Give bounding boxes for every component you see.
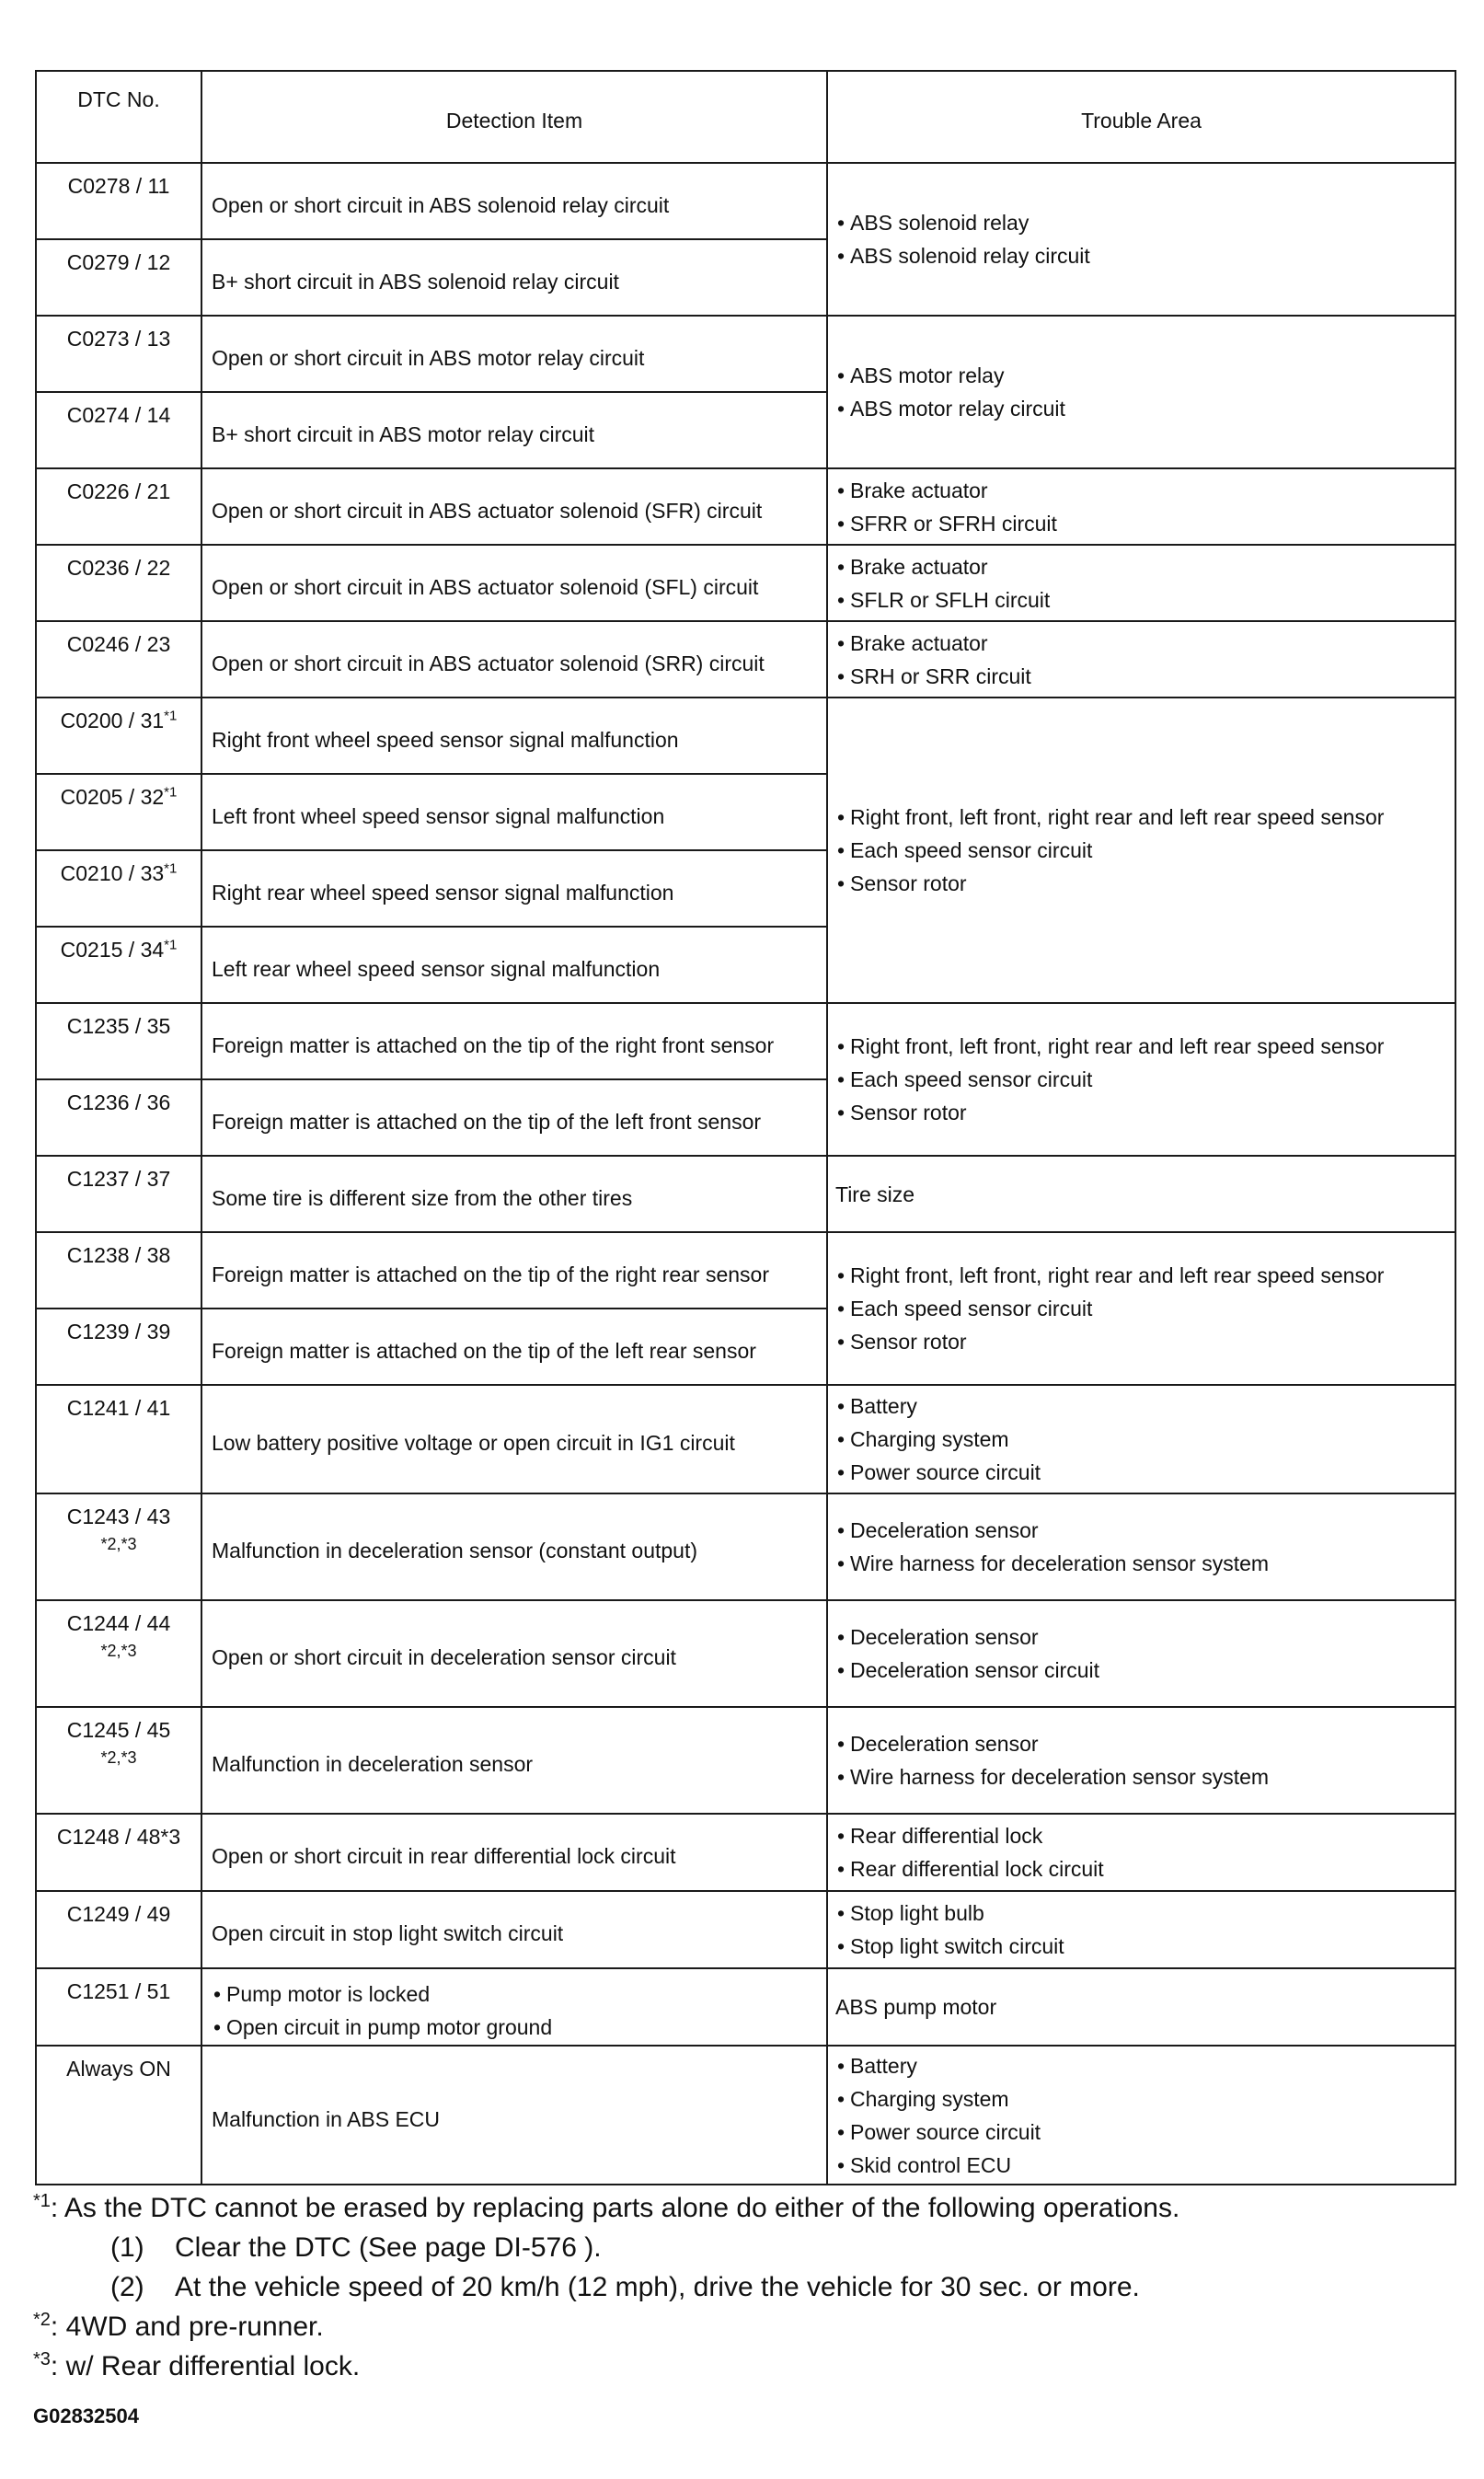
trouble-area-item: • Each speed sensor circuit [835, 1063, 1447, 1096]
dtc-code: C1243 / 43 [66, 1505, 171, 1528]
trouble-area-item: • Brake actuator [835, 550, 1447, 583]
footnote-1 [33, 2188, 1450, 2228]
dtc-cell [36, 1814, 201, 1891]
dtc-cell [36, 850, 201, 927]
dtc-code: C1251 / 51 [66, 1979, 171, 2003]
trouble-area-cell [827, 698, 1455, 1003]
detection-cell: Open or short circuit in ABS actuator solenoid (SFL) circuit [201, 545, 827, 621]
trouble-area-item: • Rear differential lock circuit [835, 1852, 1447, 1885]
dtc-cell [36, 698, 201, 774]
dtc-code: C1241 / 41 [66, 1396, 171, 1420]
table-row [36, 163, 1455, 239]
dtc-cell [36, 2046, 201, 2185]
trouble-area-cell [827, 621, 1455, 698]
table-row [36, 545, 1455, 621]
dtc-code: C1235 / 35 [66, 1014, 171, 1038]
dtc-code: C1237 / 37 [66, 1167, 171, 1191]
trouble-area-list [835, 1620, 1447, 1687]
dtc-code: C1236 / 36 [66, 1090, 171, 1114]
dtc-code: C0215 / 34 [60, 938, 165, 962]
dtc-cell [36, 239, 201, 316]
trouble-area-list [835, 1819, 1447, 1885]
dtc-code: C0279 / 12 [66, 250, 171, 274]
trouble-area-item: • ABS motor relay circuit [835, 392, 1447, 425]
detection-cell: B+ short circuit in ABS motor relay circuit [201, 392, 827, 468]
dtc-cell [36, 1232, 201, 1309]
dtc-code: C0246 / 23 [66, 632, 171, 656]
dtc-table [35, 70, 1456, 2185]
trouble-area-item: • Stop light bulb [835, 1897, 1447, 1930]
table-row [36, 468, 1455, 545]
dtc-code: C1244 / 44 [66, 1611, 171, 1635]
detection-list-item: • Open circuit in pump motor ground [212, 2011, 817, 2044]
dtc-footnote-mark: *2,*3 [100, 1642, 137, 1660]
trouble-area-list [835, 1030, 1447, 1129]
footnote-1-step-2-text: At the vehicle speed of 20 km/h (12 mph), drive the vehicle for 30 sec. or more. [175, 2272, 1140, 2302]
dtc-cell [36, 1600, 201, 1707]
trouble-area-list [835, 550, 1447, 617]
dtc-code: C0226 / 21 [66, 479, 171, 503]
dtc-code: C0205 / 32 [60, 785, 165, 809]
dtc-cell [36, 1968, 201, 2046]
footnote-1-step-1-text: Clear the DTC (See page DI-576 ). [175, 2232, 602, 2263]
trouble-area-cell [827, 2046, 1455, 2185]
trouble-area-item: • Sensor rotor [835, 1325, 1447, 1358]
dtc-code: C1238 / 38 [66, 1243, 171, 1267]
trouble-area-item: • Wire harness for deceleration sensor system [835, 1547, 1447, 1580]
detection-cell: Open circuit in stop light switch circuit [201, 1891, 827, 1968]
dtc-code: C1248 / 48*3 [56, 1825, 181, 1849]
detection-cell: Malfunction in deceleration sensor (constant output) [201, 1493, 827, 1600]
dtc-cell [36, 545, 201, 621]
detection-cell: Open or short circuit in deceleration sensor circuit [201, 1600, 827, 1707]
detection-cell: Open or short circuit in ABS actuator solenoid (SRR) circuit [201, 621, 827, 698]
trouble-area-list [835, 2049, 1447, 2182]
detection-cell: Foreign matter is attached on the tip of the right front sensor [201, 1003, 827, 1079]
trouble-area-item: • Power source circuit [835, 1456, 1447, 1489]
table-row [36, 316, 1455, 392]
detection-list [212, 1977, 817, 2044]
trouble-area-list [835, 359, 1447, 425]
detection-cell: Foreign matter is attached on the tip of the right rear sensor [201, 1232, 827, 1309]
dtc-cell [36, 1309, 201, 1385]
trouble-area-list [835, 1514, 1447, 1580]
trouble-area-cell [827, 1600, 1455, 1707]
dtc-cell [36, 927, 201, 1003]
table-row [36, 1891, 1455, 1968]
detection-cell: Malfunction in ABS ECU [201, 2046, 827, 2185]
trouble-area-cell [827, 1493, 1455, 1600]
trouble-area-list [835, 1389, 1447, 1489]
dtc-code: C0236 / 22 [66, 556, 171, 580]
trouble-area-cell [827, 1385, 1455, 1493]
header-trouble-area: Trouble Area [827, 71, 1455, 163]
detection-cell: Open or short circuit in rear differential lock circuit [201, 1814, 827, 1891]
detection-cell: Foreign matter is attached on the tip of the left rear sensor [201, 1309, 827, 1385]
trouble-area-cell [827, 468, 1455, 545]
trouble-area-list [835, 801, 1447, 900]
detection-cell: Open or short circuit in ABS solenoid relay circuit [201, 163, 827, 239]
dtc-code: Always ON [66, 2057, 171, 2081]
trouble-area-item: • Deceleration sensor [835, 1514, 1447, 1547]
trouble-area-list [835, 474, 1447, 540]
trouble-area-item: • Deceleration sensor circuit [835, 1654, 1447, 1687]
table-header-row [36, 71, 1455, 163]
trouble-area-list [835, 1259, 1447, 1358]
detection-cell: Open or short circuit in ABS motor relay circuit [201, 316, 827, 392]
detection-cell [201, 1968, 827, 2046]
table-row [36, 1707, 1455, 1814]
dtc-footnote-mark: *2,*3 [100, 1748, 137, 1767]
dtc-cell [36, 1003, 201, 1079]
dtc-cell [36, 621, 201, 698]
footnote-3-mark: *3 [33, 2349, 51, 2369]
dtc-cell [36, 1707, 201, 1814]
trouble-area-item: • Sensor rotor [835, 867, 1447, 900]
dtc-footnote-mark: *2,*3 [100, 1535, 137, 1553]
trouble-area-item: • Battery [835, 1389, 1447, 1423]
detection-list-item: • Pump motor is locked [212, 1977, 817, 2011]
footnote-1-text: : As the DTC cannot be erased by replacing parts alone do either of the following operations. [50, 2193, 1180, 2223]
trouble-area-list [835, 1727, 1447, 1793]
trouble-area-item: • Rear differential lock [835, 1819, 1447, 1852]
dtc-code: C1245 / 45 [66, 1718, 171, 1742]
trouble-area-item: • SFLR or SFLH circuit [835, 583, 1447, 617]
table-row [36, 1156, 1455, 1232]
detection-cell: Low battery positive voltage or open circuit in IG1 circuit [201, 1385, 827, 1493]
dtc-cell [36, 1385, 201, 1493]
trouble-area-item: • SRH or SRR circuit [835, 660, 1447, 693]
footnote-1-step-1-number: (1) [110, 2232, 144, 2263]
trouble-area-cell [827, 545, 1455, 621]
table-body [36, 163, 1455, 2185]
trouble-area-item: • ABS motor relay [835, 359, 1447, 392]
figure-id: G02832504 [33, 2404, 139, 2427]
dtc-cell [36, 468, 201, 545]
dtc-cell [36, 163, 201, 239]
dtc-footnote-mark: *1 [164, 937, 178, 953]
footnote-1-step-2 [33, 2267, 1450, 2307]
trouble-area-item: • Brake actuator [835, 627, 1447, 660]
dtc-cell [36, 1493, 201, 1600]
footnote-3 [33, 2346, 1450, 2386]
table-row [36, 698, 1455, 774]
dtc-footnote-mark: *1 [164, 784, 178, 801]
trouble-area-item: • Sensor rotor [835, 1096, 1447, 1129]
trouble-area-item: • Brake actuator [835, 474, 1447, 507]
dtc-code: C1239 / 39 [66, 1320, 171, 1343]
dtc-cell [36, 1891, 201, 1968]
dtc-cell [36, 316, 201, 392]
trouble-area-item: • Each speed sensor circuit [835, 834, 1447, 867]
footnote-2-mark: *2 [33, 2310, 51, 2330]
footnotes [33, 2188, 1450, 2386]
table-row [36, 1232, 1455, 1309]
trouble-area-item: • Deceleration sensor [835, 1727, 1447, 1760]
dtc-code: C0273 / 13 [66, 327, 171, 351]
trouble-area-item: • Each speed sensor circuit [835, 1292, 1447, 1325]
trouble-area-item: • Right front, left front, right rear and left rear speed sensor [835, 1030, 1447, 1063]
dtc-cell [36, 774, 201, 850]
footnote-1-mark: *1 [33, 2191, 51, 2211]
footnote-2 [33, 2307, 1450, 2346]
trouble-area-item: • Charging system [835, 1423, 1447, 1456]
table-row [36, 621, 1455, 698]
table-row [36, 1385, 1455, 1493]
table-row [36, 1493, 1455, 1600]
trouble-area-list [835, 206, 1447, 272]
table-row [36, 1003, 1455, 1079]
header-dtc-no: DTC No. [36, 71, 201, 163]
trouble-area-item: • SFRR or SFRH circuit [835, 507, 1447, 540]
detection-cell: Left rear wheel speed sensor signal malfunction [201, 927, 827, 1003]
dtc-cell [36, 392, 201, 468]
trouble-area-item: • Stop light switch circuit [835, 1930, 1447, 1963]
header-detection-item: Detection Item [201, 71, 827, 163]
trouble-area-item: • ABS solenoid relay circuit [835, 239, 1447, 272]
dtc-code: C0200 / 31 [60, 709, 165, 732]
detection-cell: Open or short circuit in ABS actuator solenoid (SFR) circuit [201, 468, 827, 545]
trouble-area-list [835, 627, 1447, 693]
trouble-area-item: • Charging system [835, 2082, 1447, 2116]
trouble-area-item: • Right front, left front, right rear and left rear speed sensor [835, 1259, 1447, 1292]
trouble-area-item: • ABS solenoid relay [835, 206, 1447, 239]
trouble-area-cell [827, 316, 1455, 468]
dtc-footnote-mark: *1 [164, 708, 178, 724]
trouble-area-cell [827, 163, 1455, 316]
footnote-1-step-2-number: (2) [110, 2272, 144, 2302]
dtc-cell [36, 1156, 201, 1232]
detection-cell: Foreign matter is attached on the tip of the left front sensor [201, 1079, 827, 1156]
dtc-cell [36, 1079, 201, 1156]
dtc-code: C0274 / 14 [66, 403, 171, 427]
footnote-3-text: : w/ Rear differential lock. [50, 2351, 361, 2381]
table-row [36, 1968, 1455, 2046]
trouble-area-item: • Skid control ECU [835, 2149, 1447, 2182]
trouble-area-item: • Right front, left front, right rear and left rear speed sensor [835, 801, 1447, 834]
trouble-area-cell: Tire size [827, 1156, 1455, 1232]
dtc-code: C0210 / 33 [60, 861, 165, 885]
detection-cell: Right front wheel speed sensor signal malfunction [201, 698, 827, 774]
detection-cell: B+ short circuit in ABS solenoid relay circuit [201, 239, 827, 316]
detection-cell: Some tire is different size from the other tires [201, 1156, 827, 1232]
trouble-area-cell [827, 1891, 1455, 1968]
dtc-code: C0278 / 11 [67, 174, 170, 198]
table-row [36, 1814, 1455, 1891]
trouble-area-cell: ABS pump motor [827, 1968, 1455, 2046]
trouble-area-item: • Wire harness for deceleration sensor system [835, 1760, 1447, 1793]
trouble-area-item: • Deceleration sensor [835, 1620, 1447, 1654]
detection-cell: Left front wheel speed sensor signal malfunction [201, 774, 827, 850]
trouble-area-item: • Battery [835, 2049, 1447, 2082]
table-row [36, 1600, 1455, 1707]
dtc-footnote-mark: *1 [164, 860, 178, 877]
footnote-2-text: : 4WD and pre-runner. [50, 2312, 324, 2342]
trouble-area-list [835, 1897, 1447, 1963]
detection-cell: Right rear wheel speed sensor signal malfunction [201, 850, 827, 927]
trouble-area-cell [827, 1003, 1455, 1156]
trouble-area-item: • Power source circuit [835, 2116, 1447, 2149]
trouble-area-cell [827, 1814, 1455, 1891]
footnote-1-step-1 [33, 2228, 1450, 2267]
detection-cell: Malfunction in deceleration sensor [201, 1707, 827, 1814]
trouble-area-cell [827, 1232, 1455, 1385]
trouble-area-cell [827, 1707, 1455, 1814]
dtc-code: C1249 / 49 [66, 1902, 171, 1926]
table-row [36, 2046, 1455, 2185]
